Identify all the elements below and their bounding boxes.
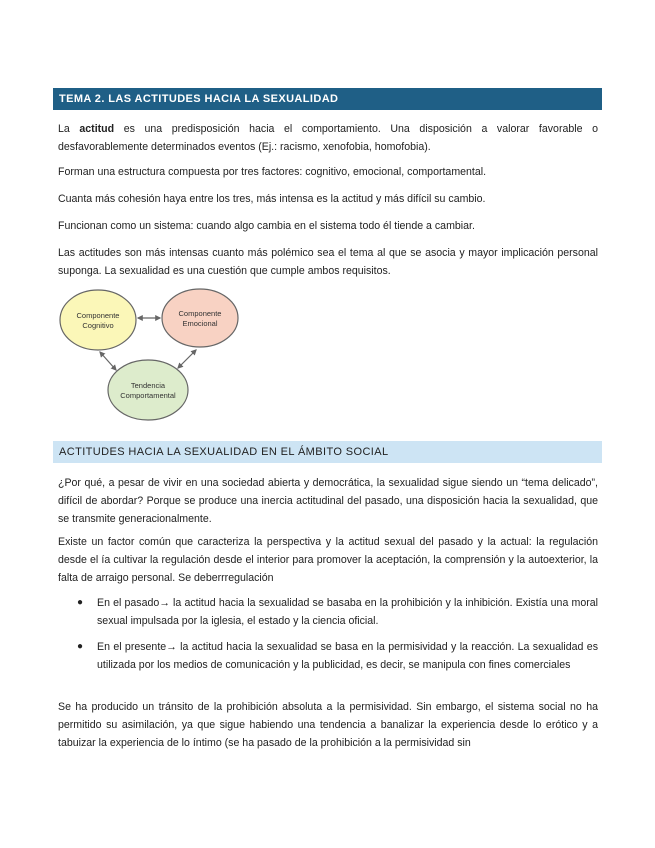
node1-label-line1: Componente [76, 311, 120, 320]
attitude-components-diagram [58, 286, 268, 426]
node-tendencia-comportamental [108, 360, 188, 420]
paragraph-intensidad: Las actitudes son más intensas cuanto más polémico sea el tema al que se asocia y mayor implicación personal suponga. La sexualidad es una cuestión que cumple ambos requisitos. [58, 247, 598, 277]
paragraph-sistema: Funcionan como un sistema: cuando algo cambia en el sistema todo él tiende a cambiar. [58, 220, 475, 232]
node-componente-emocional [162, 289, 238, 347]
keyword-actitud: actitud [79, 123, 115, 135]
node-componente-cognitivo [60, 290, 136, 350]
node2-label-line2: Emocional [182, 319, 218, 328]
paragraph-factor-comun: Existe un factor común que caracteriza la perspectiva y la actitud sexual del pasado y la actual: la regulación desde el ía cultivar la regulación desde el interior para promover la aceptación, la comprensión y la autoexterior, la falta de arraigo personal. Se deberrregulación [58, 536, 598, 584]
bullet-marker: ● [77, 597, 84, 608]
node3-label-line2: Comportamental [120, 391, 176, 400]
intro-pre: La [58, 123, 80, 135]
bullet-pasado: En el pasado→ la actitud hacia la sexualidad se basaba en la prohibición y la inhibición. Existía una moral sexual impulsada por la iglesia, el estado y la ciencia oficial. [97, 597, 598, 627]
node3-label-line1: Tendencia [130, 381, 166, 390]
node2-label-line1: Componente [178, 309, 222, 318]
arrow-cognitivo-tendencia [100, 352, 116, 370]
paragraph-tema-delicado: ¿Por qué, a pesar de vivir en una sociedad abierta y democrática, la sexualidad sigue siendo un “tema delicado”, difícil de abordar? Porque se produce una inercia actitudinal del pasado, una disposición hacia la sexualidad, que se transmite generacionalmente. [58, 477, 598, 525]
node1-label-line2: Cognitivo [82, 321, 114, 330]
intro-post: es una predisposición hacia el comportamiento. Una disposición a valorar favorable o desfavorablemente determinados eventos (Ej.: racismo, xenofobia, homofobia). [58, 123, 598, 153]
arrow-emocional-tendencia [178, 350, 196, 368]
section-heading-ambito-social: ACTITUDES HACIA LA SEXUALIDAD EN EL ÁMBITO SOCIAL [53, 441, 602, 463]
bullet-marker: ● [77, 641, 84, 652]
paragraph-definicion-actitud [58, 120, 598, 156]
section-heading-tema-2: TEMA 2. LAS ACTITUDES HACIA LA SEXUALIDAD [53, 88, 602, 110]
paragraph-factores: Forman una estructura compuesta por tres factores: cognitivo, emocional, comportamental. [58, 166, 487, 178]
paragraph-transito: Se ha producido un tránsito de la prohibición absoluta a la permisividad. Sin embargo, el sistema social no ha permitido su asimilación, ya que sigue habiendo una tendencia a banalizar la experiencia desde lo erótico y a tabuizar la experiencia de lo íntimo (se ha pasado de la prohibición a la permisividad sin [58, 701, 598, 749]
bullet-presente: En el presente→ la actitud hacia la sexualidad se basa en la permisividad y la reacción. La sexualidad es utilizada por los medios de comunicación y la publicidad, es decir, se manipula con fines comerciales [97, 641, 598, 671]
paragraph-cohesion: Cuanta más cohesión haya entre los tres, más intensa es la actitud y más difícil su cambio. [58, 193, 486, 205]
